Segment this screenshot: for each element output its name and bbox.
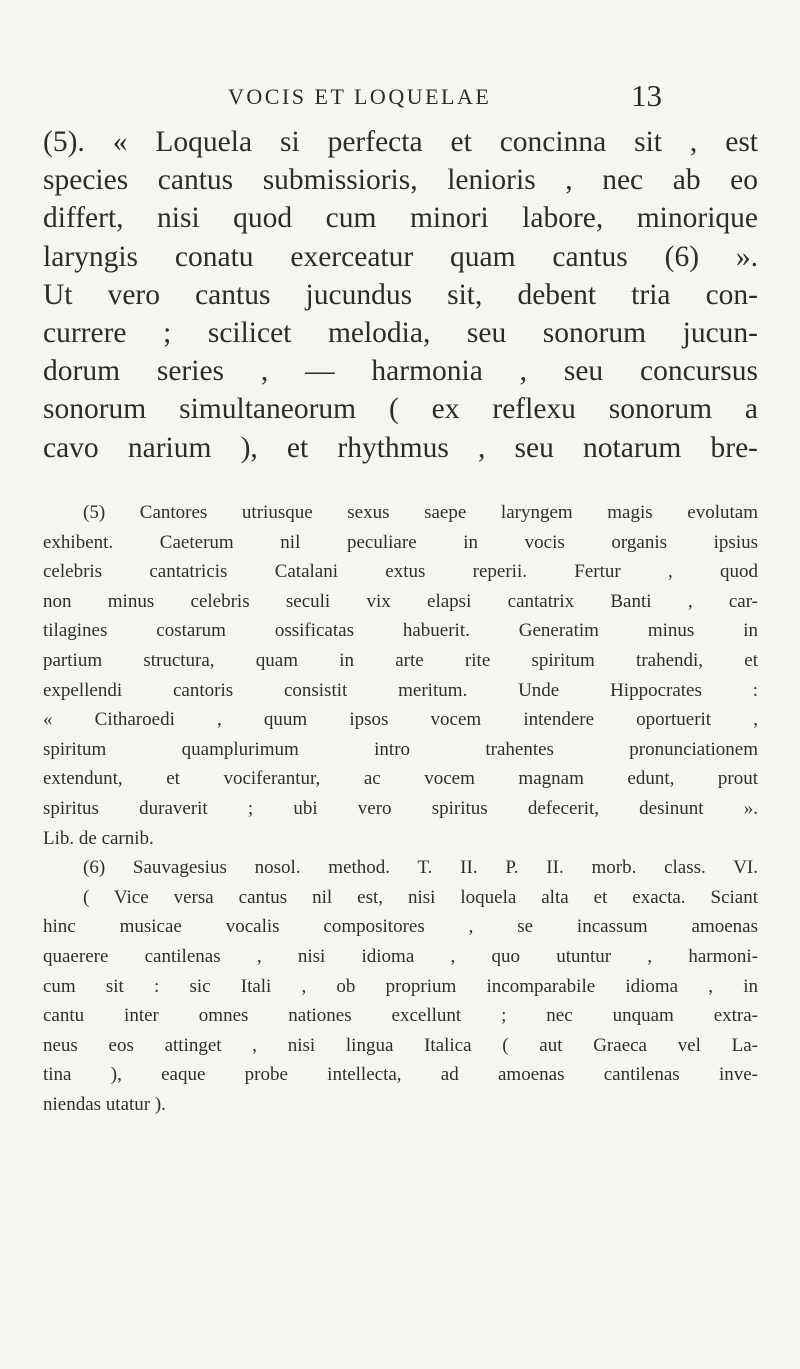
- footnote-line: quaerere cantilenas , nisi idioma , quo utuntur , harmoni-: [43, 945, 758, 967]
- footnote-6-start: (6) Sauvagesius nosol. method. T. II. P. II. morb. class. VI.: [83, 857, 758, 879]
- footnote-line: ( Vice versa cantus nil est, nisi loquela alta et exacta. Sciant: [83, 886, 758, 908]
- footnote-line: cum sit : sic Itali , ob proprium incomparabile idioma , in: [43, 975, 758, 997]
- footnote-line: spiritus duraverit ; ubi vero spiritus defecerit, desinunt ».: [43, 797, 758, 819]
- footnotes: [43, 498, 758, 1119]
- main-line: laryngis conatu exerceatur quam cantus (6) ».: [43, 240, 758, 273]
- footnote-line: expellendi cantoris consistit meritum. Unde Hippocrates :: [43, 679, 758, 701]
- footnote-line: tilagines costarum ossificatas habuerit. Generatim minus in: [43, 620, 758, 642]
- footnote-line: partium structura, quam in arte rite spiritum trahendi, et: [43, 649, 758, 671]
- page-number: 13: [631, 78, 662, 113]
- footnote-line: cantu inter omnes nationes excellunt ; nec unquam extra-: [43, 1005, 758, 1027]
- footnote-line: tina ), eaque probe intellecta, ad amoenas cantilenas inve-: [43, 1064, 758, 1086]
- main-line: sonorum simultaneorum ( ex reflexu sonorum a: [43, 393, 758, 426]
- footnote-line: spiritum quamplurimum intro trahentes pronunciationem: [43, 738, 758, 760]
- footnote-line: extendunt, et vociferantur, ac vocem magnam edunt, prout: [43, 768, 758, 790]
- running-head: [0, 78, 800, 118]
- footnote-line: niendas utatur ).: [43, 1093, 166, 1115]
- footnote-line: neus eos attinget , nisi lingua Italica ( aut Graeca vel La-: [43, 1034, 758, 1056]
- running-title: VOCIS ET LOQUELAE: [228, 84, 492, 109]
- main-line: (5). « Loquela si perfecta et concinna sit , est: [43, 126, 758, 158]
- main-line: Ut vero cantus jucundus sit, debent tria con-: [43, 278, 758, 311]
- footnote-line: hinc musicae vocalis compositores , se incassum amoenas: [43, 916, 758, 938]
- footnote-line: celebris cantatricis Catalani extus reperii. Fertur , quod: [43, 561, 758, 583]
- main-line: cavo narium ), et rhythmus , seu notarum bre-: [43, 431, 758, 464]
- footnote-line: « Citharoedi , quum ipsos vocem intendere oportuerit ,: [43, 709, 758, 731]
- main-line: dorum series , — harmonia , seu concursus: [43, 355, 758, 388]
- main-line: species cantus submissioris, lenioris , nec ab eo: [43, 164, 758, 197]
- footnote-5-start: (5) Cantores utriusque sexus saepe laryngem magis evolutam: [83, 502, 758, 523]
- footnote-line: non minus celebris seculi vix elapsi cantatrix Banti , car-: [43, 590, 758, 612]
- footnote-line: exhibent. Caeterum nil peculiare in vocis organis ipsius: [43, 531, 758, 553]
- main-line: differt, nisi quod cum minori labore, minorique: [43, 202, 758, 235]
- main-line: currere ; scilicet melodia, seu sonorum jucun-: [43, 316, 758, 349]
- footnote-line: Lib. de carnib.: [43, 827, 154, 849]
- main-paragraph: [43, 123, 758, 467]
